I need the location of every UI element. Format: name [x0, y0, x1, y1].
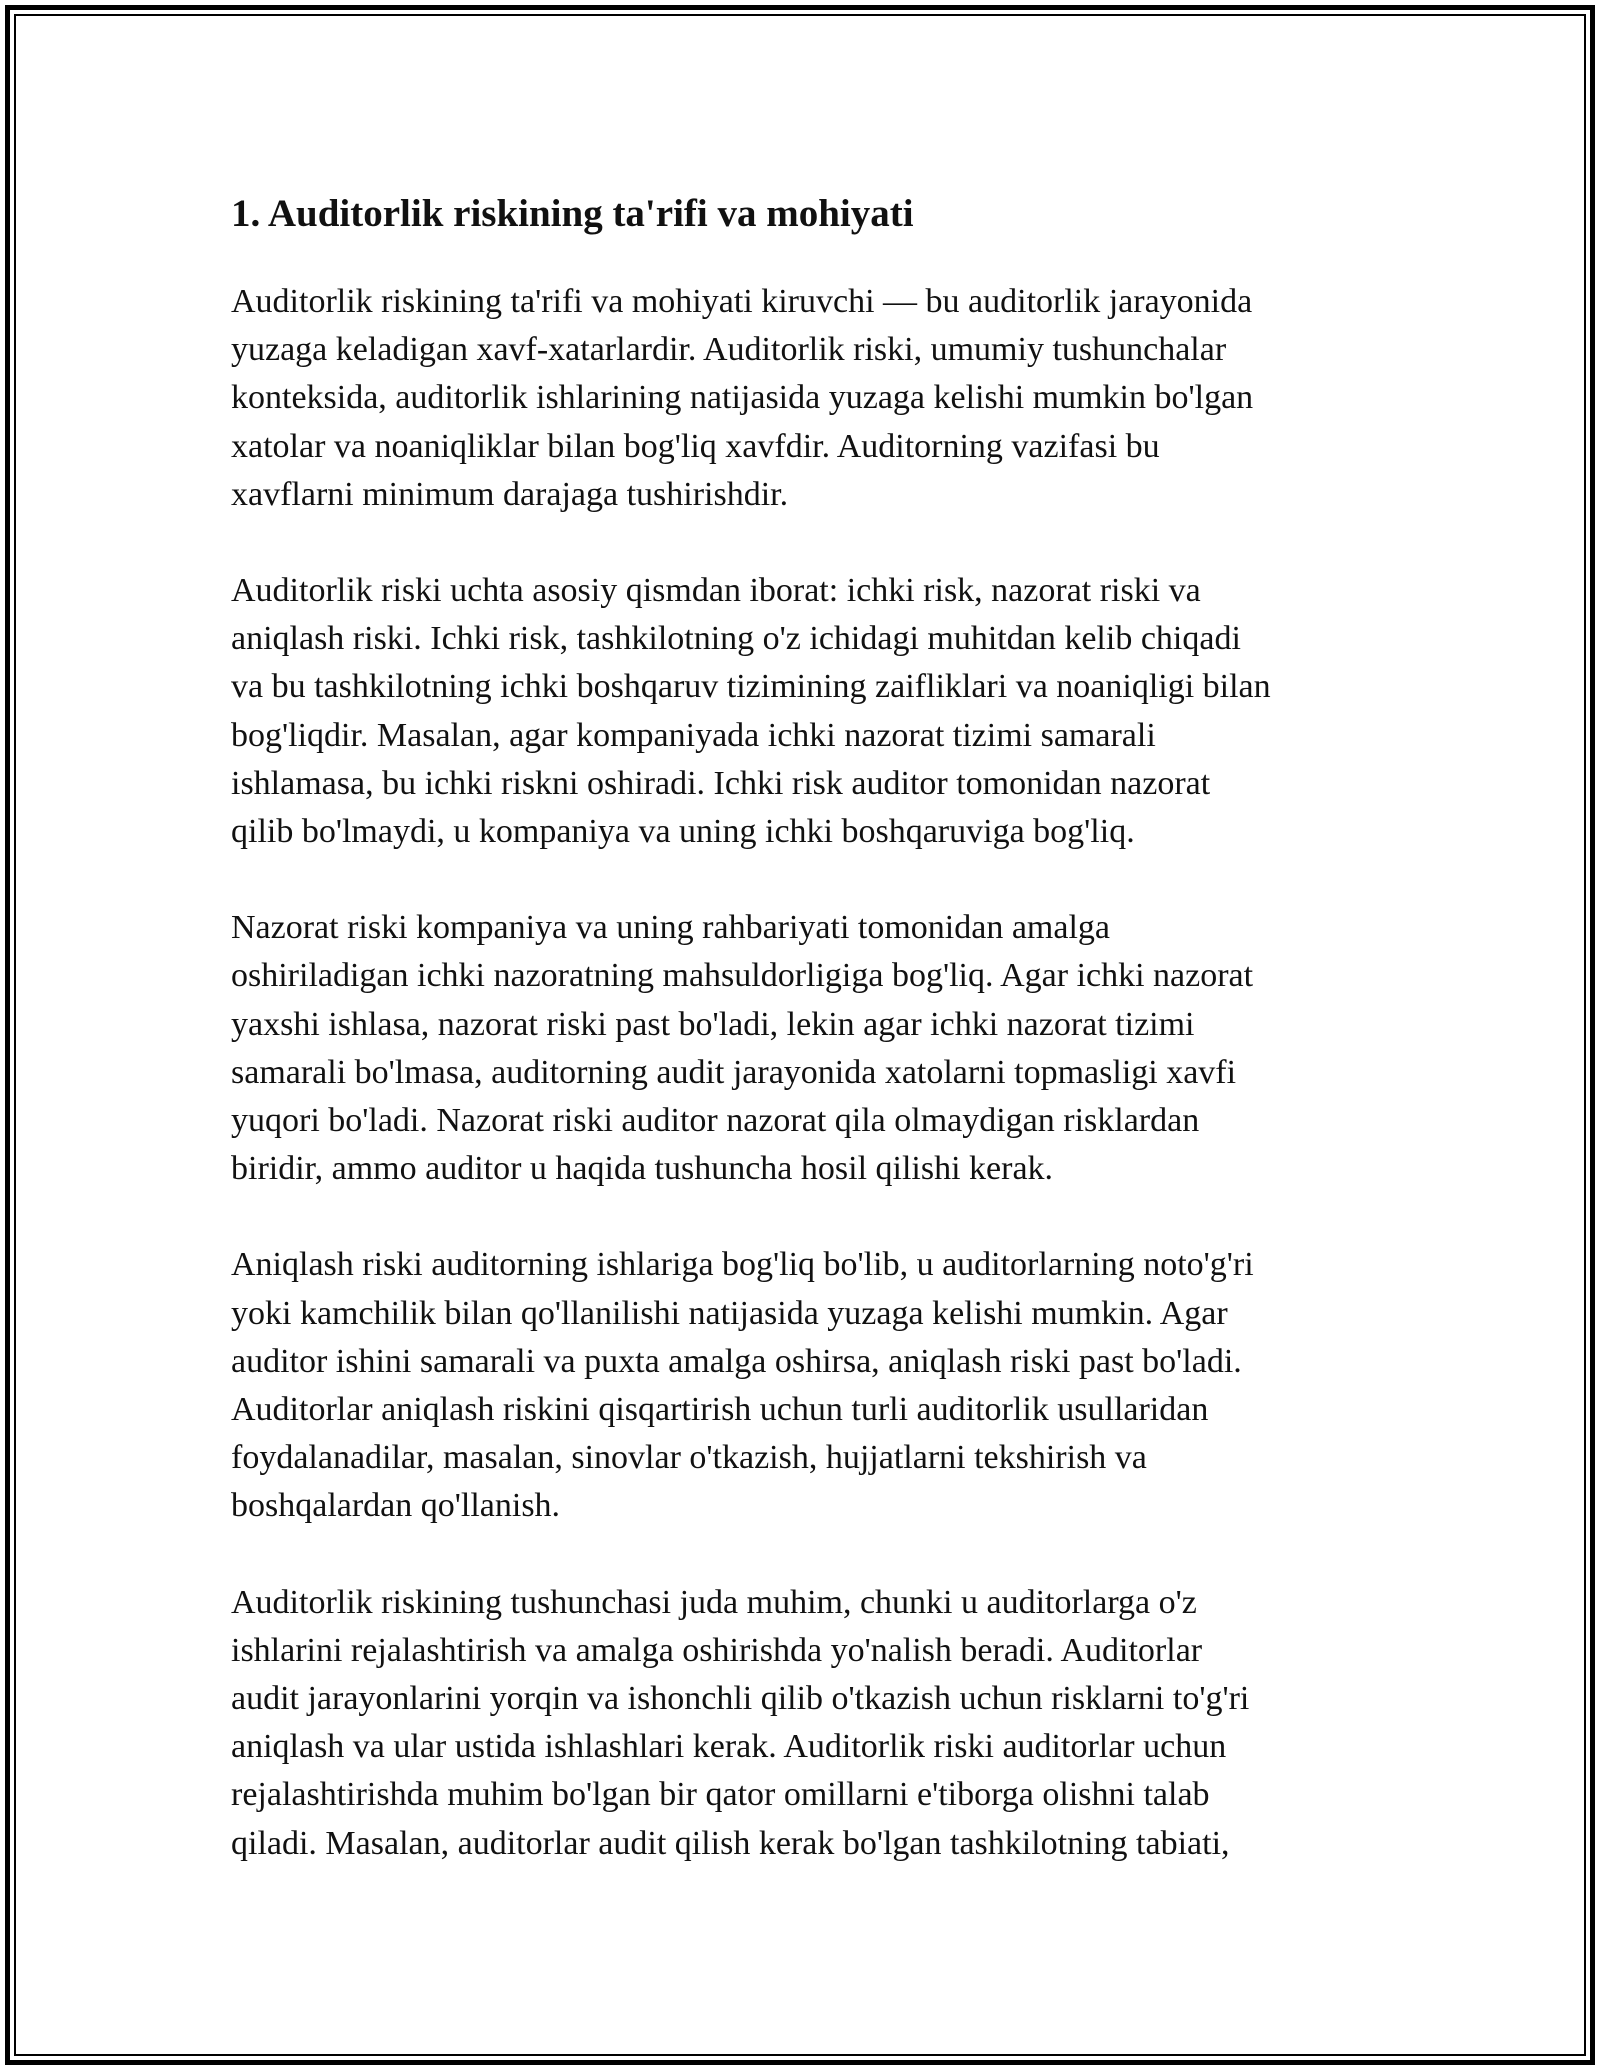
text-line: qiladi. Masalan, auditorlar audit qilish kerak bo'lgan tashkilotning tabiati, — [231, 1824, 1230, 1862]
text-line: Auditorlik riski uchta asosiy qismdan iborat: ichki risk, nazorat riski va — [231, 572, 1201, 610]
paragraph-importance — [231, 1579, 1381, 1868]
text-line: yuzaga keladigan xavf-xatarlardir. Auditorlik riski, umumiy tushunchalar — [231, 331, 1227, 369]
text-line: xatolar va noaniqliklar bilan bog'liq xavfdir. Auditorning vazifasi bu — [231, 427, 1160, 465]
text-line: rejalashtirishda muhim bo'lgan bir qator omillarni e'tiborga olishni talab — [231, 1776, 1210, 1814]
text-line: yaxshi ishlasa, nazorat riski past bo'ladi, lekin agar ichki nazorat tizimi — [231, 1005, 1195, 1043]
text-line: foydalanadilar, masalan, sinovlar o'tkazish, hujjatlarni tekshirish va — [231, 1439, 1147, 1477]
text-line: qilib bo'lmaydi, u kompaniya va uning ichki boshqaruviga bog'liq. — [231, 813, 1135, 851]
text-line: biridir, ammo auditor u haqida tushuncha hosil qilishi kerak. — [231, 1150, 1054, 1188]
section-heading: 1. Auditorlik riskining ta'rifi va mohiyati — [231, 192, 914, 235]
text-line: samarali bo'lmasa, auditorning audit jarayonida xatolarni topmasligi xavfi — [231, 1053, 1237, 1091]
text-line: konteksida, auditorlik ishlarining natijasida yuzaga kelishi mumkin bo'lgan — [231, 379, 1254, 417]
text-line: oshiriladigan ichki nazoratning mahsuldorligiga bog'liq. Agar ichki nazorat — [231, 957, 1254, 995]
text-line: Aniqlash riski auditorning ishlariga bog'liq bo'lib, u auditorlarning noto'g'ri — [231, 1246, 1254, 1284]
text-line: ishlarini rejalashtirish va amalga oshirishda yo'nalish beradi. Auditorlar — [231, 1631, 1203, 1669]
text-line: aniqlash riski. Ichki risk, tashkilotning o'z ichidagi muhitdan kelib chiqadi — [231, 620, 1241, 658]
text-line: boshqalardan qo'llanish. — [231, 1487, 561, 1525]
text-line: va bu tashkilotning ichki boshqaruv tizimining zaifliklari va noaniqligi bilan — [231, 668, 1271, 706]
paragraph-components — [231, 567, 1381, 856]
document-body — [231, 178, 1381, 1916]
text-line: ishlamasa, bu ichki riskni oshiradi. Ichki risk auditor tomonidan nazorat — [231, 764, 1211, 802]
text-line: Auditorlik riskining ta'rifi va mohiyati kiruvchi — bu auditorlik jarayonida — [231, 283, 1253, 320]
text-line: bog'liqdir. Masalan, agar kompaniyada ichki nazorat tizimi samarali — [231, 716, 1156, 754]
text-line: yoki kamchilik bilan qo'llanilishi natijasida yuzaga kelishi mumkin. Agar — [231, 1294, 1228, 1332]
text-line: Auditorlar aniqlash riskini qisqartirish uchun turli auditorlik usullaridan — [231, 1391, 1209, 1429]
text-line: yuqori bo'ladi. Nazorat riski auditor nazorat qila olmaydigan risklardan — [231, 1102, 1200, 1140]
paragraph-detection-risk — [231, 1241, 1381, 1530]
text-line: audit jarayonlarini yorqin va ishonchli qilib o'tkazish uchun risklarni to'g'ri — [231, 1680, 1250, 1718]
text-line: auditor ishini samarali va puxta amalga oshirsa, aniqlash riski past bo'ladi. — [231, 1342, 1242, 1380]
text-line: xavflarni minimum darajaga tushirishdir. — [231, 475, 789, 513]
text-line: Nazorat riski kompaniya va uning rahbariyati tomonidan amalga — [231, 909, 1111, 947]
text-line: aniqlash va ular ustida ishlashlari kerak. Auditorlik riski auditorlar uchun — [231, 1728, 1227, 1766]
text-line: Auditorlik riskining tushunchasi juda muhim, chunki u auditorlarga o'z — [231, 1583, 1197, 1621]
paragraph-control-risk — [231, 904, 1381, 1193]
paragraph-definition — [231, 278, 1381, 519]
